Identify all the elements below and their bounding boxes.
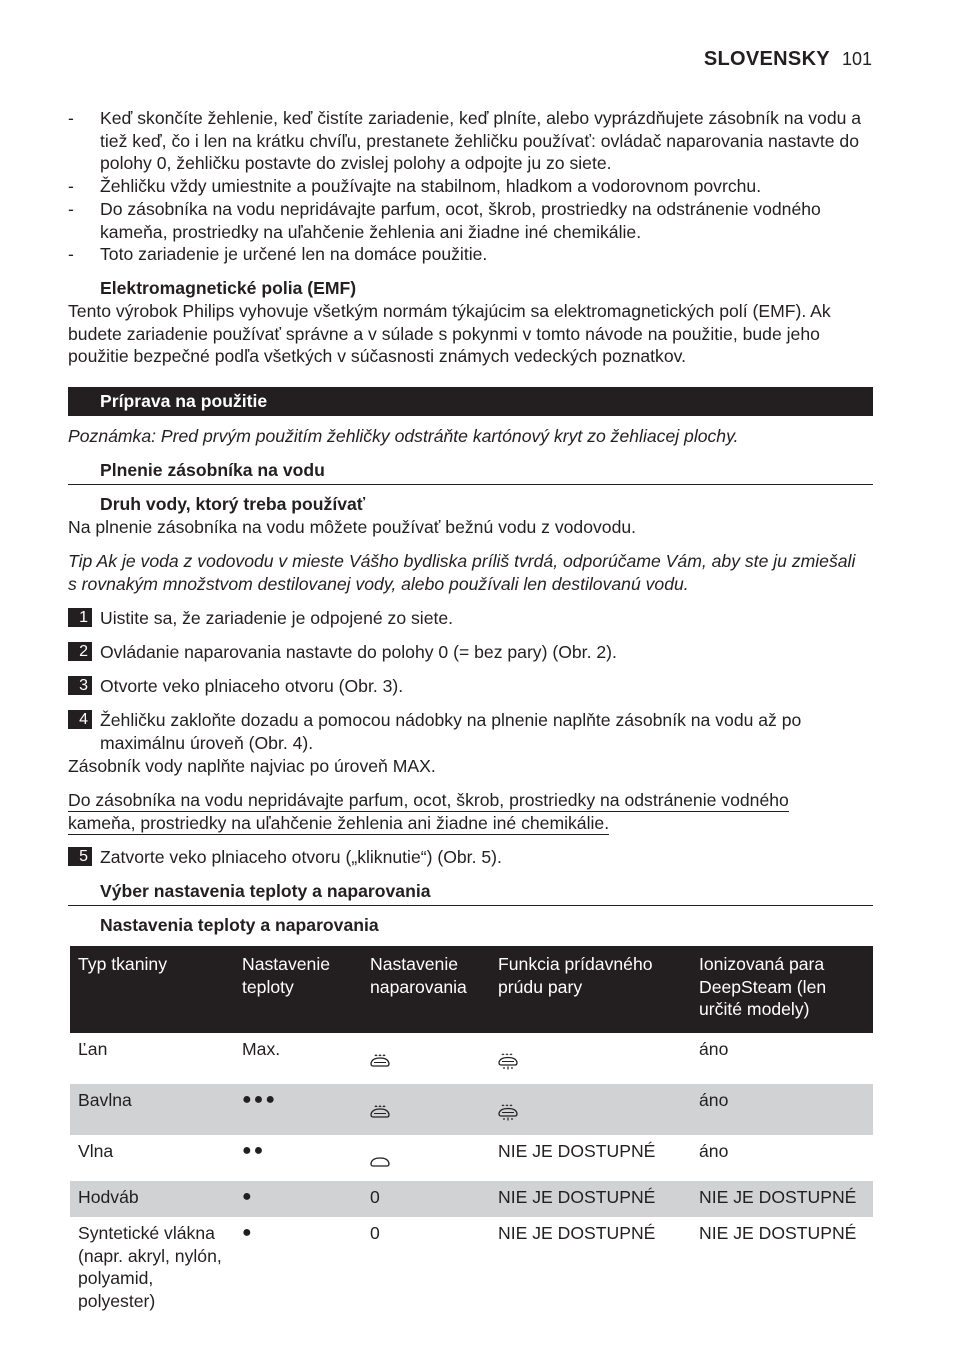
bullet-text: Toto zariadenie je určené len na domáce použitie. bbox=[100, 244, 488, 264]
settings-heading: Výber nastavenia teploty a naparovania bbox=[100, 881, 431, 901]
ion-cell: áno bbox=[699, 1039, 729, 1060]
steam-cell bbox=[362, 1135, 490, 1182]
table-row bbox=[70, 1135, 873, 1182]
bullet-text: Žehličku vždy umiestnite a používajte na stabilnom, hladkom a vodorovnom povrchu. bbox=[100, 176, 762, 196]
warning-text bbox=[68, 789, 789, 835]
note-text: Poznámka: Pred prvým použitím žehličky odstráňte kartónový kryt zo žehliacej plochy. bbox=[68, 426, 739, 446]
column-header: Nastavenie teploty bbox=[234, 946, 362, 1033]
ion-cell: NIE JE DOSTUPNÉ bbox=[691, 1181, 873, 1217]
steam-shot-icon bbox=[498, 1052, 518, 1070]
fabric-cell: Vlna bbox=[78, 1140, 114, 1161]
table-row bbox=[70, 1084, 873, 1135]
page-number: 101 bbox=[841, 49, 872, 69]
tip-text: Tip Ak je voda z vodovodu v mieste Vášho bydliska príliš tvrdá, odporúčame Vám, aby ste ju zmiešali s rovnakým množstvom destilovanej vody, alebo používali len destilovanú vodu. bbox=[68, 551, 856, 594]
step-number: 2 bbox=[68, 642, 92, 661]
step-text: Uistite sa, že zariadenie je odpojené zo siete. bbox=[100, 608, 454, 628]
section-title-bar bbox=[68, 387, 873, 416]
column-header: Ionizovaná para DeepSteam (len určité modely) bbox=[691, 946, 873, 1033]
column-header: Typ tkaniny bbox=[70, 946, 234, 1033]
step-number: 1 bbox=[68, 608, 92, 627]
temp-cell: ● bbox=[234, 1181, 362, 1217]
table-row bbox=[70, 1033, 873, 1084]
step-text: Žehličku zakloňte dozadu a pomocou nádobky na plnenie naplňte zásobník na vodu až po maximálnu úroveň (Obr. 4). bbox=[100, 710, 802, 753]
steam-min-icon bbox=[370, 1154, 390, 1168]
fabric-cell: Ľan bbox=[78, 1039, 108, 1060]
step-text: Otvorte veko plniaceho otvoru (Obr. 3). bbox=[100, 676, 404, 696]
bullet-text: Keď skončíte žehlenie, keď čistíte zariadenie, keď plníte, alebo vyprázdňujete zásobník na vodu a tiež keď, čo i len na krátku chvíľu, prestanete žehličku používať: ovládač naparovania nastavte do polohy 0, žehličku postavte do zvislej polohy a odpojte ju zo siete. bbox=[100, 108, 862, 174]
shot-cell bbox=[490, 1084, 691, 1135]
column-header: Funkcia prídavného prúdu pary bbox=[490, 946, 691, 1033]
shot-cell: NIE JE DOSTUPNÉ bbox=[498, 1140, 656, 1161]
fill-heading: Plnenie zásobníka na vodu bbox=[100, 460, 325, 480]
step-number: 4 bbox=[68, 710, 92, 729]
table-heading: Nastavenia teploty a naparovania bbox=[100, 915, 379, 935]
column-header: Nastavenie naparovania bbox=[362, 946, 490, 1033]
shot-cell bbox=[490, 1033, 691, 1084]
manual-page: SLOVENSKY 101 - Keď skončíte žehlenie, keď čistíte zariadenie, keď plníte, alebo vyprázdňujete zásobník na vodu a tiež keď, čo i len na krátku chvíľu, prestanete žehličku používať: ovládač naparovania nastavte do polohy 0, žehličku postavte do zvislej polohy a odpojte ju zo siete. - Žehličku vždy umiestnite a používajte na stabilnom, hladkom a vodorovnom povrchu. - Do zásobníka na vodu nepridávajte parfum, ocot, škrob, prostriedky na odstránenie vodného kameňa, prostriedky na uľahčenie žehlenia ani žiadne iné chemikálie. - Toto zariadenie je určené len na domáce použitie. Elektromagnetické polia (EMF) Tento výrobok Philips vyhovuje všetkým normám týkajúcim sa elektromagnetických polí (EMF). Ak budete zariadenie používať správne a v súlade s pokynmi v tomto návode na použitie, bude jeho použitie bezpečné podľa všetkých v súčasnosti známych vedeckých poznatkov. Príprava na použitie Poznámka: Pred prvým použitím žehličky odstráňte kartónový kryt zo žehliacej plochy. Plnenie zásobníka na vodu Druh vody, ktorý treba používať Na plnenie zásobníka na vodu môžete používať bežnú vodu z vodovodu. Tip Ak je voda z vodovodu v mieste Vášho bydliska príliš tvrdá, odporúčame Vám, aby ste ju zmiešali s rovnakým množstvom destilovanej vody, alebo používali len destilovanú vodu. 1 Uistite sa, že zariadenie je odpojené zo siete. 2 Ovládanie naparovania nastavte do polohy 0 (= bez pary) (Obr. 2). 3 Otvorte veko plniaceho otvoru (Obr. 3). 4 Žehličku zakloňte dozadu a pomocou nádobky na plnenie naplňte zásobník na vodu až po maximálnu úroveň (Obr. 4). Zásobník vody naplňte najviac po úroveň MAX. Do zásobníka na vodu nepridávajte parfum, ocot, škrob, prostriedky na odstránenie vodného kameňa, prostriedky na uľahčenie žehlenia ani žiadne iné chemikálie. 5 Zatvorte veko plniaceho otvoru („kliknutie“) (Obr. 5). Výber nastavenia teploty a naparovania Nastavenia teploty a naparovania Typ tkaniny Nastavenie teploty Nastavenie naparovania Funkcia prídavného prúdu pary Ionizovaná para DeepSteam (len určité modely) Ľan Max. áno Bavlna ●●● áno Vlna ●● NIE JE DOSTUPNÉ áno Hodváb ● 0 NIE JE DOSTUPNÉ NIE JE DOSTUPNÉ Syntetické vlákna (napr. akryl, nylón, polyamid, polyester) ● 0 NIE JE DOSTUPNÉ NIE JE DOSTUPNÉ bbox=[0, 0, 954, 1354]
fabric-cell: Hodváb bbox=[70, 1181, 234, 1217]
steam-cell bbox=[362, 1084, 490, 1135]
bullet-text: Do zásobníka na vodu nepridávajte parfum, ocot, škrob, prostriedky na odstránenie vodného kameňa, prostriedky na uľahčenie žehlenia ani žiadne iné chemikálie. bbox=[100, 199, 821, 242]
table-row bbox=[70, 1181, 873, 1217]
steam-max-icon bbox=[370, 1052, 390, 1068]
step-text: Ovládanie naparovania nastavte do polohy 0 (= bez pary) (Obr. 2). bbox=[100, 642, 617, 662]
temp-cell: Max. bbox=[242, 1039, 281, 1060]
temp-cell: ●●● bbox=[234, 1084, 362, 1135]
temp-cell: ● bbox=[242, 1223, 254, 1241]
warning-line-2: kameňa, prostriedky na uľahčenie žehlenia ani žiadne iné chemikálie. bbox=[68, 813, 610, 833]
emf-heading: Elektromagnetické polia (EMF) bbox=[100, 278, 357, 298]
temp-cell: ●● bbox=[242, 1141, 266, 1159]
step-number: 5 bbox=[68, 847, 92, 866]
steam-shot-icon bbox=[498, 1103, 518, 1121]
ion-cell: NIE JE DOSTUPNÉ bbox=[699, 1222, 857, 1243]
ion-cell: áno bbox=[699, 1140, 729, 1161]
shot-cell: NIE JE DOSTUPNÉ bbox=[498, 1222, 656, 1243]
divider bbox=[68, 484, 873, 485]
steam-cell: 0 bbox=[362, 1181, 490, 1217]
table-header-row bbox=[70, 946, 873, 1033]
water-heading: Druh vody, ktorý treba používať bbox=[100, 494, 366, 514]
emf-text: Tento výrobok Philips vyhovuje všetkým normám týkajúcim sa elektromagnetických polí (EMF). Ak budete zariadenie používať správne a v súlade s pokynmi v tomto návode na použitie, bude jeho použitie bezpečné podľa všetkých v súčasnosti známych vedeckých poznatkov. bbox=[68, 301, 831, 367]
fabric-cell: Bavlna bbox=[70, 1084, 234, 1135]
divider bbox=[68, 905, 873, 906]
page-header bbox=[704, 48, 872, 71]
steam-cell: 0 bbox=[370, 1222, 380, 1243]
water-text: Na plnenie zásobníka na vodu môžete používať bežnú vodu z vodovodu. bbox=[68, 517, 637, 537]
shot-cell: NIE JE DOSTUPNÉ bbox=[490, 1181, 691, 1217]
fabric-cell: Syntetické vlákna (napr. akryl, nylón, polyamid, polyester) bbox=[78, 1222, 222, 1312]
steam-cell bbox=[362, 1033, 490, 1084]
settings-table bbox=[70, 946, 873, 1321]
language-label: SLOVENSKY bbox=[703, 48, 830, 70]
warning-line-1: Do zásobníka na vodu nepridávajte parfum, ocot, škrob, prostriedky na odstránenie vodného bbox=[68, 790, 789, 810]
step-text: Zatvorte veko plniaceho otvoru („kliknutie“) (Obr. 5). bbox=[100, 847, 502, 867]
max-note: Zásobník vody naplňte najviac po úroveň MAX. bbox=[68, 756, 436, 776]
section-title: Príprava na použitie bbox=[100, 391, 268, 411]
table-row bbox=[70, 1217, 873, 1321]
step-number: 3 bbox=[68, 676, 92, 695]
steam-max-icon bbox=[370, 1103, 390, 1119]
ion-cell: áno bbox=[691, 1084, 873, 1135]
